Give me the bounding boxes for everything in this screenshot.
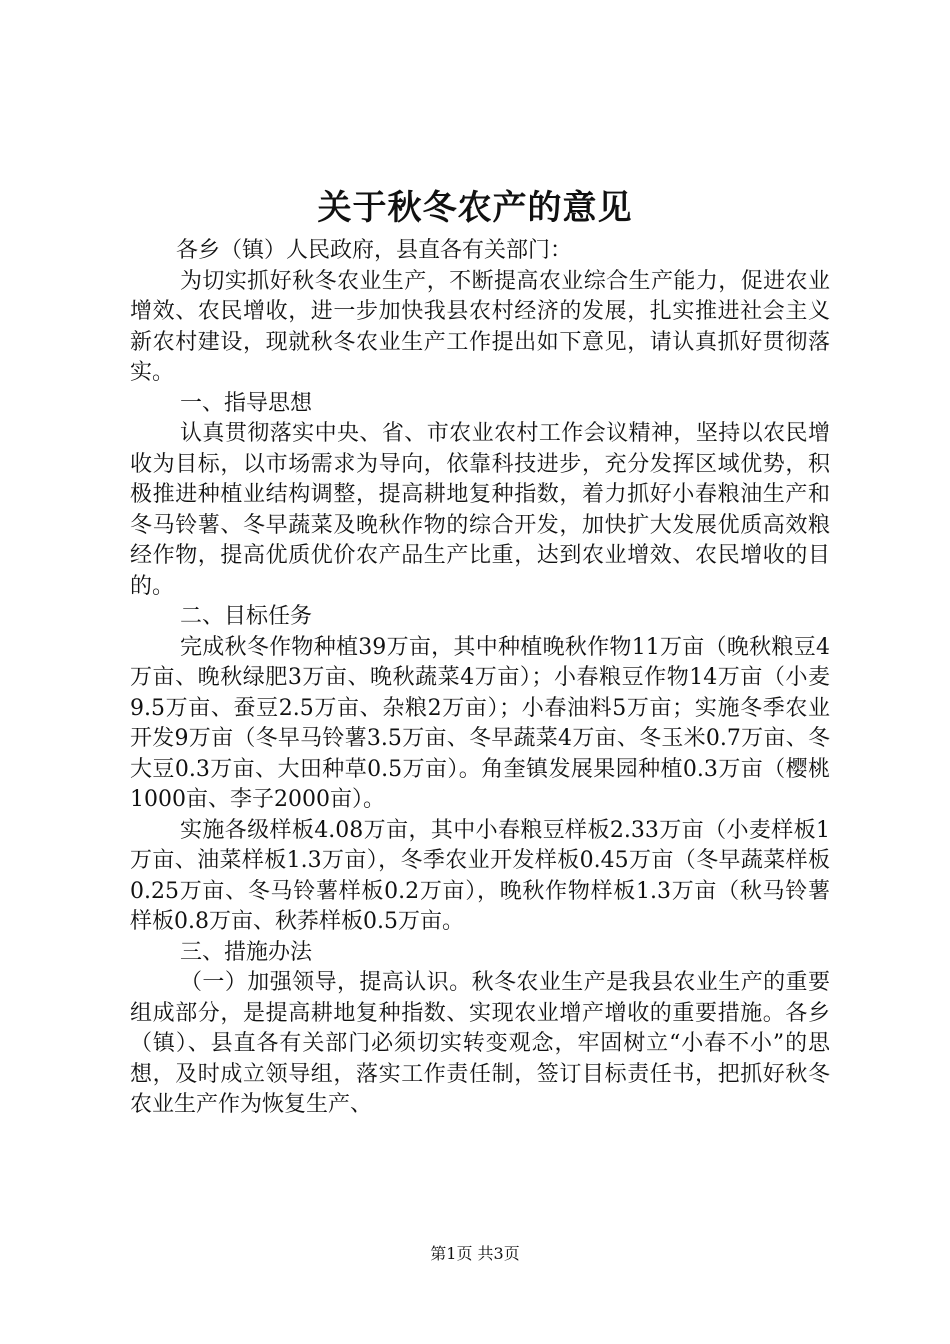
salutation: 各乡（镇）人民政府，县直各有关部门：	[176, 238, 573, 263]
document-title: 关于秋冬农产的意见	[317, 188, 633, 228]
page-footer: 第1页 共3页	[430, 1244, 520, 1263]
paragraph-targets-planting: 完成秋冬作物种植39万亩，其中种植晚秋作物11万亩（晚秋粮豆4万亩、晚秋绿肥3万亩、晚秋蔬菜4万亩）；小春粮豆作物14万亩（小麦9.5万亩、蚕豆2.5万亩、杂粮2万亩）；小春油料5万亩；实施冬季农业开发9万亩（冬早马铃薯3.5万亩、冬早蔬菜4万亩、冬玉米0.7万亩、冬大豆0.3万亩、大田种草0.5万亩）。角奎镇发展果园种植0.3万亩（樱桃1000亩、李子2000亩）。	[130, 634, 830, 812]
document-body	[130, 236, 830, 1121]
paragraph-targets-samples: 实施各级样板4.08万亩，其中小春粮豆样板2.33万亩（小麦样板1万亩、油菜样板1.3万亩），冬季农业开发样板0.45万亩（冬早蔬菜样板0.25万亩、冬马铃薯样板0.2万亩），晚秋作物样板1.3万亩（秋马铃薯样板0.8万亩、秋荞样板0.5万亩。	[130, 817, 830, 934]
paragraph-measures-leadership: （一）加强领导，提高认识。秋冬农业生产是我县农业生产的重要组成部分，是提高耕地复种指数、实现农业增产增收的重要措施。各乡（镇）、县直各有关部门必须切实转变观念，牢固树立“小春不小”的思想，及时成立领导组，落实工作责任制，签订目标责任书，把抓好秋冬农业生产作为恢复生产、	[130, 970, 830, 1117]
paragraph-guiding-thought: 认真贯彻落实中央、省、市农业农村工作会议精神，坚持以农民增收为目标，以市场需求为导向，依靠科技进步，充分发挥区域优势，积极推进种植业结构调整，提高耕地复种指数，着力抓好小春粮油生产和冬马铃薯、冬早蔬菜及晚秋作物的综合开发，加快扩大发展优质高效粮经作物，提高优质优价农产品生产比重，达到农业增效、农民增收的目的。	[130, 421, 830, 599]
paragraph-intro: 为切实抓好秋冬农业生产，不断提高农业综合生产能力，促进农业增效、农民增收，进一步加快我县农村经济的发展，扎实推进社会主义新农村建设，现就秋冬农业生产工作提出如下意见，请认真抓好贯彻落实。	[130, 268, 830, 385]
section-heading-measures: 三、措施办法	[180, 939, 313, 965]
section-heading-guiding-thought: 一、指导思想	[180, 390, 313, 416]
section-heading-targets: 二、目标任务	[180, 604, 313, 629]
